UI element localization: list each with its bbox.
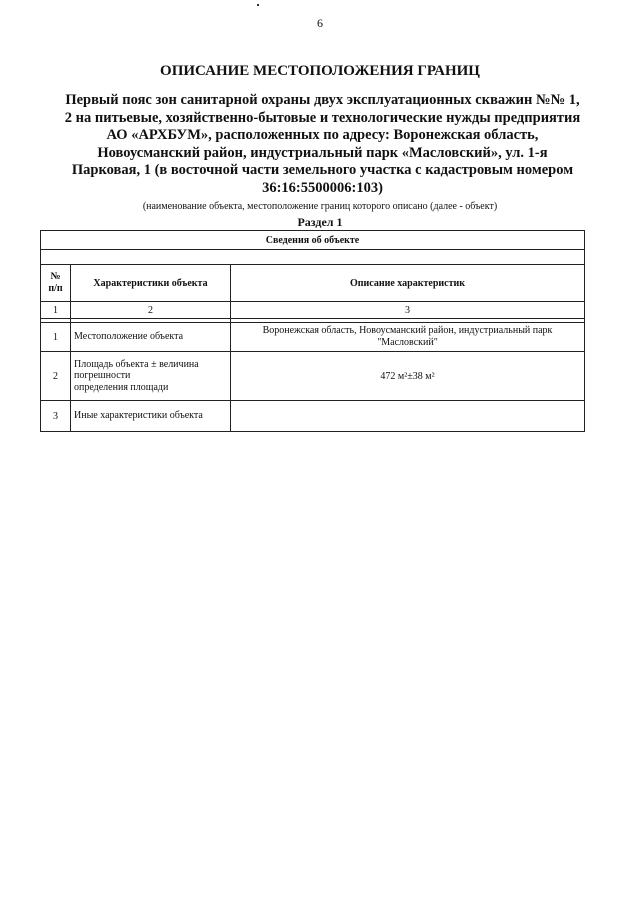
table-spacer-row	[41, 250, 585, 265]
row-description	[231, 401, 585, 432]
table-title-row	[41, 231, 585, 250]
characteristic-line: Площадь объекта ± величина	[74, 358, 199, 370]
row-description: 472 м²±38 м²	[231, 352, 585, 401]
column-index: 3	[231, 302, 585, 319]
row-characteristic: Местоположение объекта	[71, 323, 231, 352]
subtitle-line: 36:16:5500006:103)	[262, 179, 383, 196]
row-description	[231, 323, 585, 352]
spacer-cell	[41, 250, 585, 265]
header-description: Описание характеристик	[231, 265, 585, 302]
document-subtitle	[40, 92, 605, 198]
column-index: 1	[41, 302, 71, 319]
column-header-row	[41, 265, 585, 302]
table-row	[41, 401, 585, 432]
subtitle-line: Первый пояс зон санитарной охраны двух эксплуатационных скважин №№ 1,	[65, 92, 580, 108]
subtitle-line: Новоусманский район, индустриальный парк «Масловский», ул. 1-я	[97, 144, 548, 161]
section-title: Раздел 1	[297, 215, 343, 229]
header-number-line: №	[50, 271, 61, 282]
subtitle-line: 2 на питьевые, хозяйственно-бытовые и технологические нужды предприятия	[64, 109, 581, 126]
column-index: 2	[71, 302, 231, 319]
header-number-line: п/п	[48, 283, 63, 294]
subtitle-line: Парковая, 1 (в восточной части земельного участка с кадастровым номером	[71, 162, 574, 179]
header-number	[41, 265, 71, 302]
object-info-table	[40, 230, 584, 432]
scan-speck	[257, 4, 259, 6]
row-characteristic: Иные характеристики объекта	[71, 401, 231, 432]
description-line: Воронежская область, Новоусманский район, индустриальный парк	[262, 325, 553, 336]
row-number: 2	[41, 352, 71, 401]
row-number: 3	[41, 401, 71, 432]
object-caption: (наименование объекта, местоположение границ которого описано (далее - объект)	[142, 201, 498, 212]
column-index-row	[41, 302, 585, 319]
characteristic-line: определения площади	[74, 381, 169, 393]
description-line: "Масловский"	[377, 337, 438, 348]
header-characteristics: Характеристики объекта	[71, 265, 231, 302]
page-number: 6	[317, 16, 323, 30]
row-characteristic	[71, 352, 231, 401]
characteristic-line: погрешности	[74, 370, 131, 382]
table-row	[41, 352, 585, 401]
subtitle-line: АО «АРХБУМ», расположенных по адресу: Воронежская область,	[106, 127, 539, 144]
row-number: 1	[41, 323, 71, 352]
table-title: Сведения об объекте	[41, 231, 585, 250]
table-row	[41, 323, 585, 352]
document-title: ОПИСАНИЕ МЕСТОПОЛОЖЕНИЯ ГРАНИЦ	[160, 63, 480, 79]
